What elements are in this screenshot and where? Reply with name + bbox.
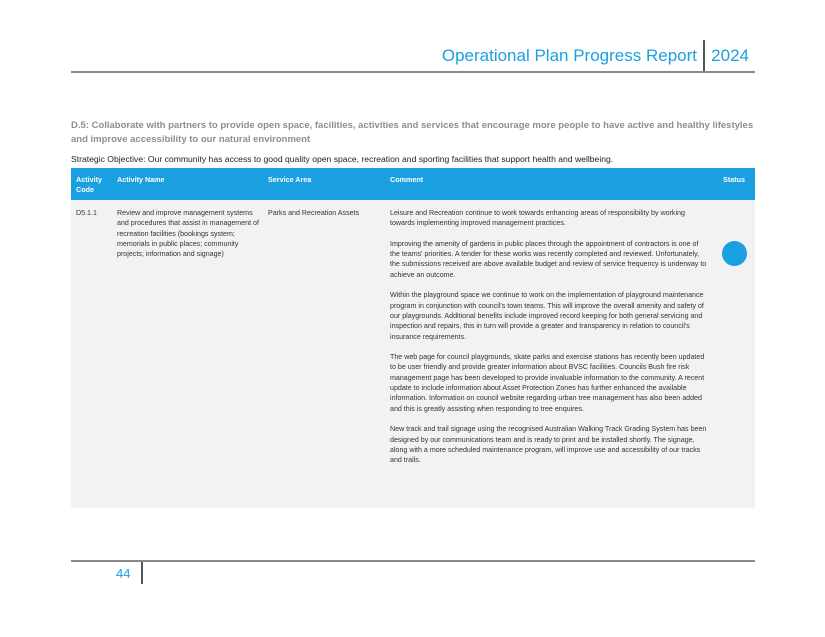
header-status: Status bbox=[723, 175, 745, 184]
activity-name: Review and improve management systems and procedures that assist in management of recreation facilities (bookings system; memorials in public places; community projects; information and signage) bbox=[117, 209, 259, 259]
comment-paragraph: Within the playground space we continue to work on the implementation of playground maintenance program in conjunction with council's town teams. This will improve the overall amenity and safety of our playgrounds. Additional benefits include improved record keeping for both general servicing and inspection and repairs, this in turn will provide a greater and transparency in relation to council's insurance requirements. bbox=[390, 291, 704, 341]
page-number: 44 bbox=[116, 566, 131, 581]
status-indicator bbox=[722, 241, 747, 266]
activity-comment bbox=[390, 208, 710, 465]
comment-paragraph: Leisure and Recreation continue to work towards enhancing areas of responsibility by working towards implementing improved management practices. bbox=[390, 209, 685, 228]
service-area: Parks and Recreation Assets bbox=[268, 209, 360, 217]
header-activity-code: Activity Code bbox=[76, 175, 102, 194]
report-header bbox=[71, 40, 755, 73]
header-comment: Comment bbox=[390, 175, 424, 184]
comment-paragraph: Improving the amenity of gardens in public places through the appointment of contractors is one of the teams' priorities. A tender for these works was recently completed and reviewed. Unfortunately, the submissions received are above available budget and review of service frequency is underway to achieve an outcome. bbox=[390, 239, 707, 279]
page-number-divider bbox=[141, 562, 143, 584]
activity-table bbox=[71, 168, 755, 508]
footer-divider bbox=[71, 560, 755, 562]
comment-paragraph: New track and trail signage using the recognised Australian Walking Track Grading System has been designed by our communications team and is ready to print and be installed shortly. The signage, along with a more scheduled maintenance program, will improve use and accessibility of our tracks and trails. bbox=[390, 425, 707, 465]
report-year: 2024 bbox=[711, 46, 749, 65]
activity-code: D5.1.1 bbox=[76, 209, 97, 217]
section-title: D.5: Collaborate with partners to provide open space, facilities, activities and services that encourage more people to have active and healthy lifestyles and improve accessibility to our natural environment bbox=[71, 120, 754, 145]
header-service-area: Service Area bbox=[268, 175, 312, 184]
strategic-objective: Strategic Objective: Our community has access to good quality open space, recreation and sporting facilities that support health and wellbeing. bbox=[71, 154, 614, 164]
comment-paragraph: The web page for council playgrounds, skate parks and exercise stations has recently been updated to be user friendly and provide greater information about BVSC facilities. Councils Bush fire risk management page has been developed to provide invaluable information to the community. A recent update to include information about Asset Protection Zones has further enhanced the available information. Information on council website regarding urban tree management has also been added and this is greatly assisting when responding to tree enquires. bbox=[390, 353, 705, 413]
report-title: Operational Plan Progress Report bbox=[441, 46, 697, 65]
header-divider bbox=[703, 40, 705, 71]
table-header-row bbox=[71, 168, 755, 200]
table-row bbox=[71, 200, 755, 508]
header-activity-name: Activity Name bbox=[117, 175, 165, 184]
